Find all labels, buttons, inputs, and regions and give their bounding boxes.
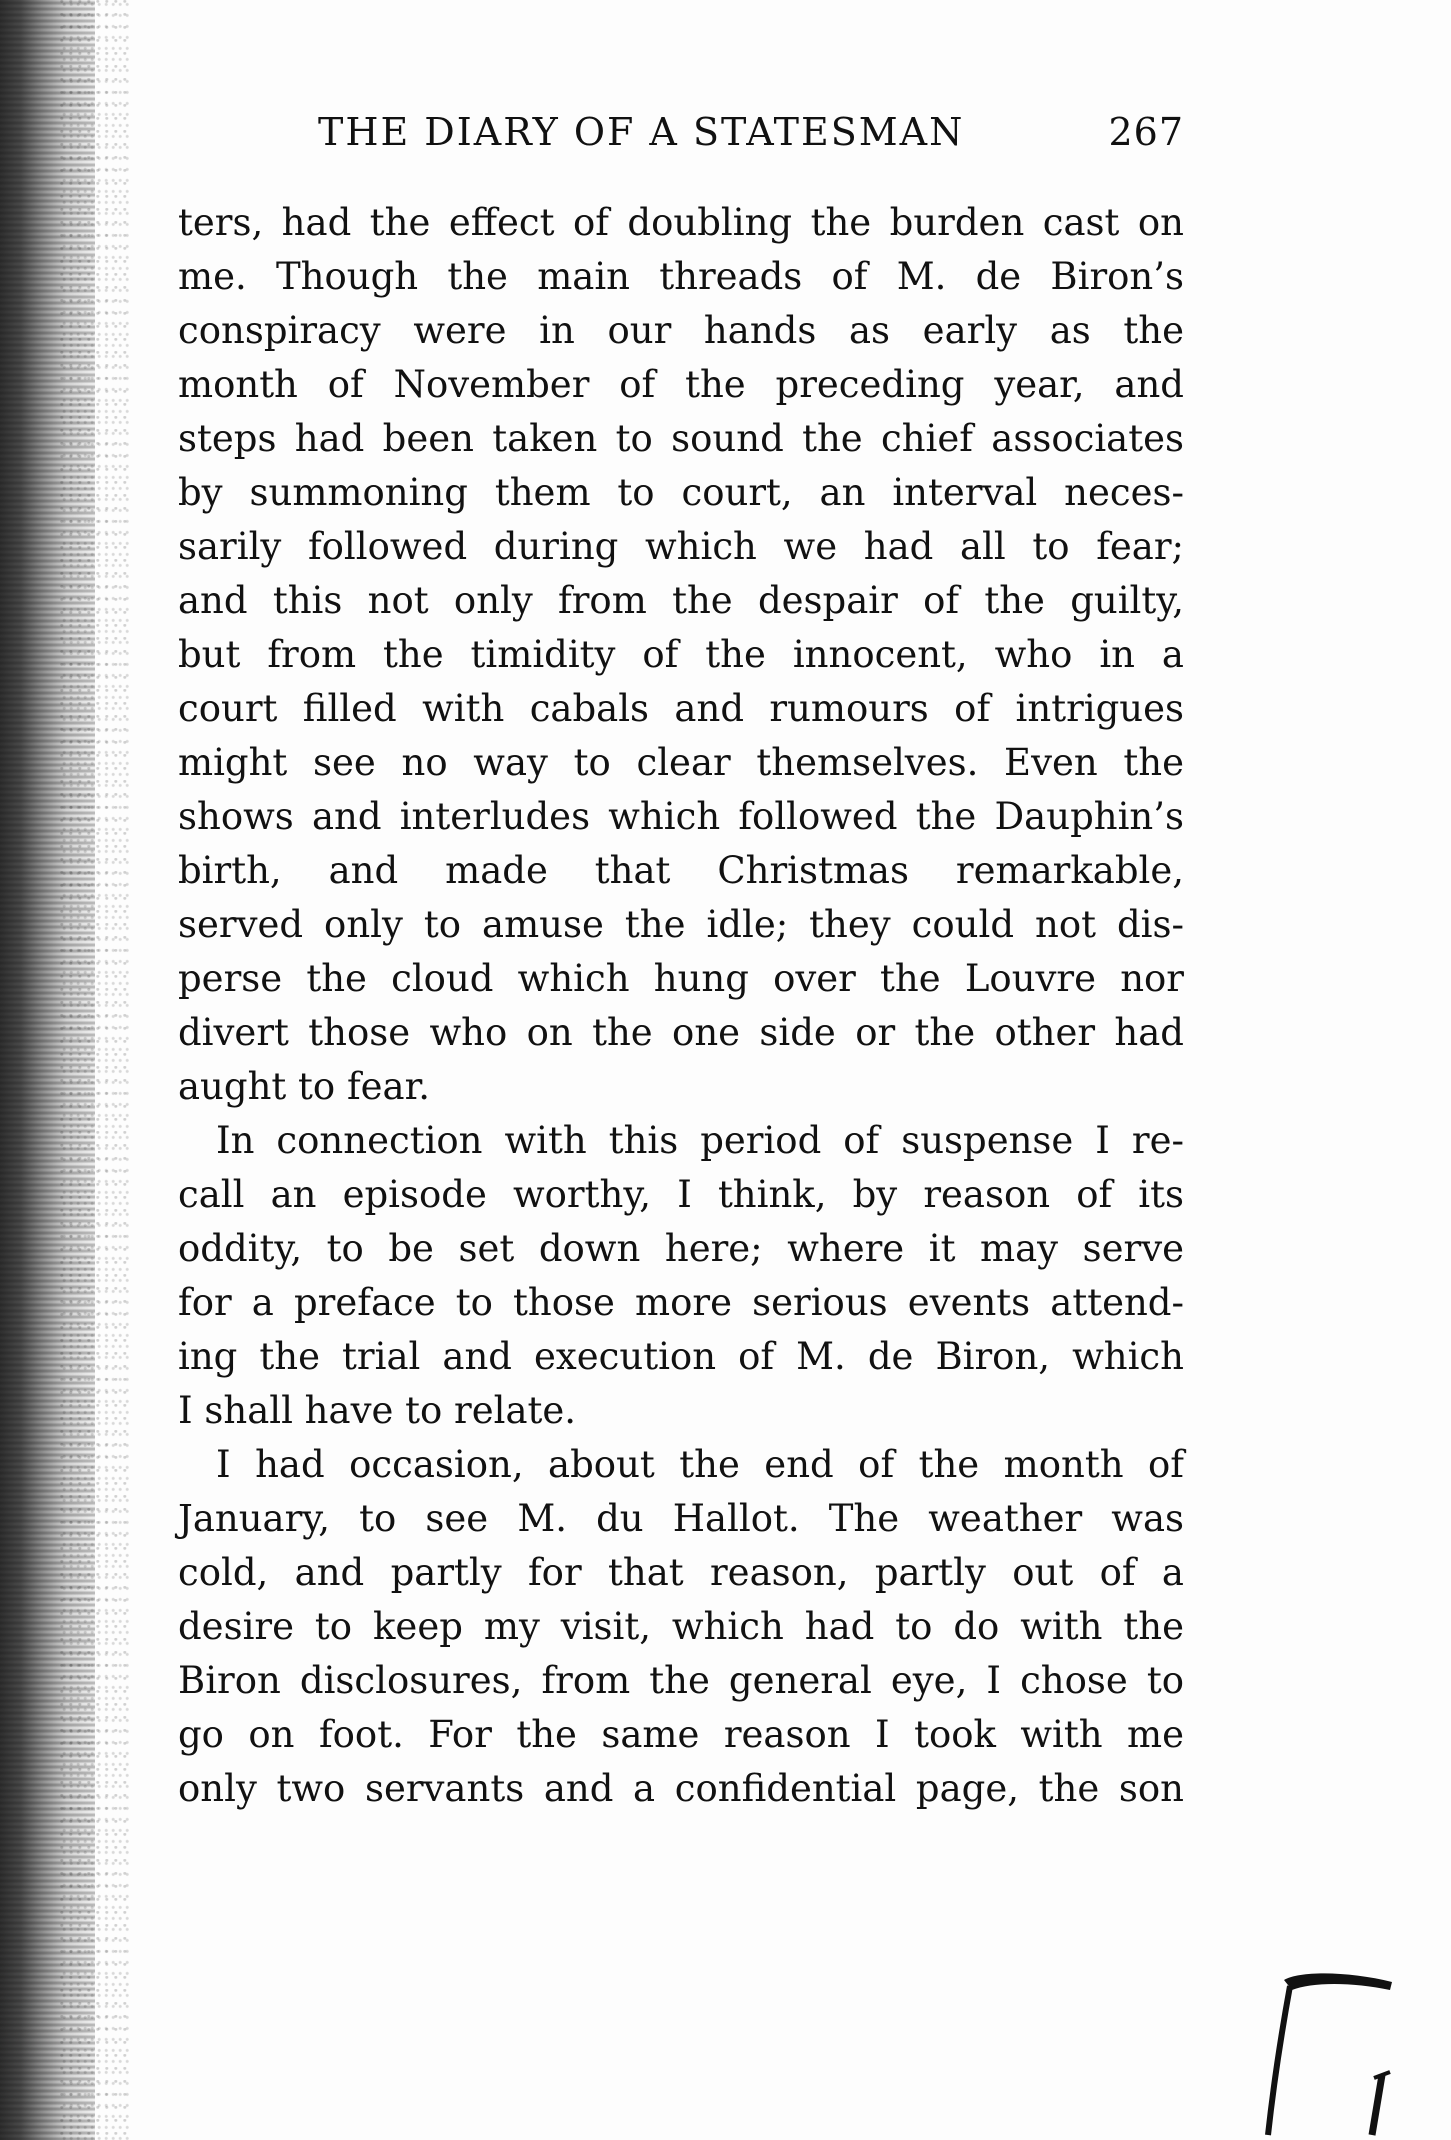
page-edge-mark [1232,1960,1432,2140]
running-head [318,110,1184,160]
text-line: January, to see M. du Hallot. The weather was [178,1497,1184,1540]
text-line: only two servants and a confidential page, the son [178,1767,1184,1810]
text-line: me. Though the main threads of M. de Biron’s [178,255,1184,298]
text-line: go on foot. For the same reason I took with me [178,1713,1184,1756]
text-line: conspiracy were in our hands as early as the [178,309,1184,352]
text-line: might see no way to clear themselves. Even the [178,741,1184,784]
text-line: steps had been taken to sound the chief associates [178,417,1184,460]
text-line: call an episode worthy, I think, by reason of its [178,1173,1184,1216]
body-text [178,196,1184,1816]
running-head-title: THE DIARY OF A STATESMAN [318,110,965,154]
text-line: I had occasion, about the end of the month of [216,1443,1184,1486]
text-line: served only to amuse the idle; they could not dis- [178,903,1184,946]
text-line: shows and interludes which followed the Dauphin’s [178,795,1184,838]
text-line: cold, and partly for that reason, partly out of a [178,1551,1184,1594]
text-line: but from the timidity of the innocent, who in a [178,633,1184,676]
text-line: ters, had the effect of doubling the burden cast on [178,201,1184,244]
text-line: In connection with this period of suspense I re- [216,1119,1184,1162]
text-line: month of November of the preceding year, and [178,363,1184,406]
text-line: court filled with cabals and rumours of intrigues [178,687,1184,730]
text-line: ing the trial and execution of M. de Biron, which [178,1335,1184,1378]
text-line: by summoning them to court, an interval neces- [178,471,1184,514]
text-line: I shall have to relate. [178,1389,577,1432]
text-line: aught to fear. [178,1065,430,1108]
gutter-speckle [60,0,130,2140]
text-line: birth, and made that Christmas remarkable, [178,849,1184,892]
text-line: for a preface to those more serious events attend- [178,1281,1184,1324]
text-line: desire to keep my visit, which had to do with the [178,1605,1184,1648]
text-line: and this not only from the despair of the guilty, [178,579,1184,622]
text-line: divert those who on the one side or the other had [178,1011,1184,1054]
text-line: Biron disclosures, from the general eye, I chose to [178,1659,1184,1702]
text-line: oddity, to be set down here; where it may serve [178,1227,1184,1270]
page-number: 267 [1108,110,1184,154]
text-line: perse the cloud which hung over the Louvre nor [178,957,1184,1000]
text-line: sarily followed during which we had all to fear; [178,525,1184,568]
